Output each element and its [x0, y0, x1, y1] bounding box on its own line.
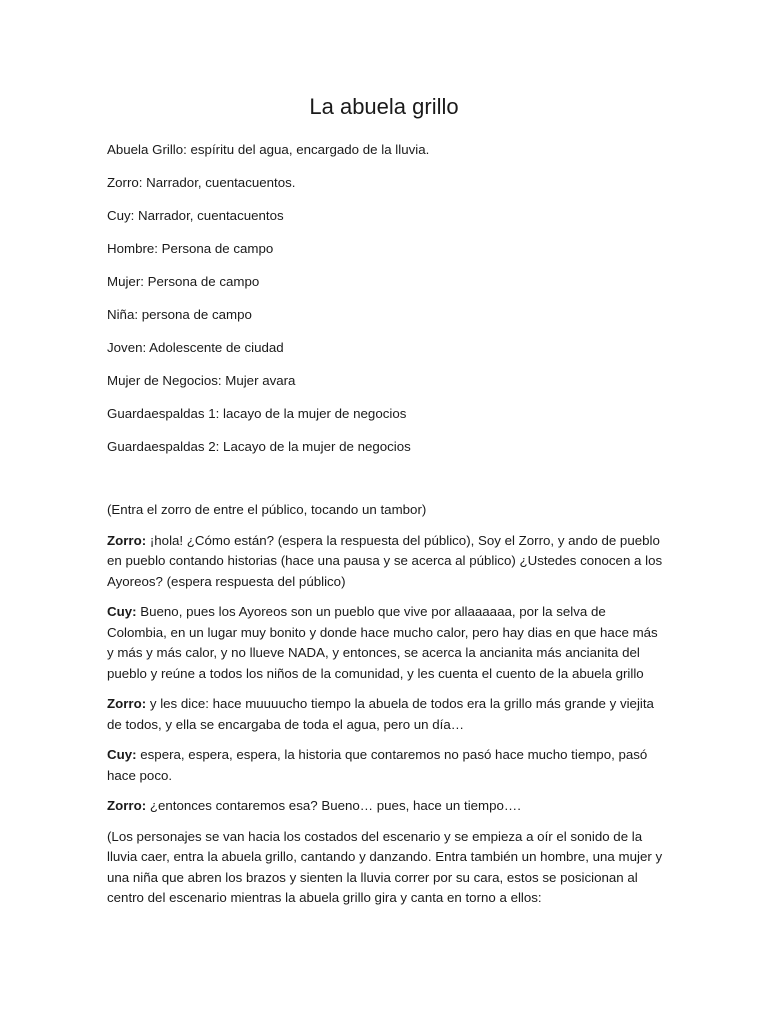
dialogue-text: espera, espera, espera, la historia que contaremos no pasó hace mucho tiempo, pasó hace poco.: [107, 747, 648, 783]
dialogue-line: [107, 602, 667, 684]
dialogue-text: ¿entonces contaremos esa? Bueno… pues, hace un tiempo….: [146, 798, 521, 813]
stage-direction-text: (Los personajes se van hacia los costados del escenario y se empieza a oír el sonido de la lluvia caer, entra la abuela grillo, cantando y danzando. Entra también un hombre, una mujer y una niña que abren los brazos y sienten la lluvia correr por su cara, estos se posicionan al centro del escenario mientras la abuela grillo gira y canta en torno a ellos:: [107, 828, 663, 905]
dialogue-text: Bueno, pues los Ayoreos son un pueblo que vive por allaaaaaa, por la selva de Colombia, en un lugar muy bonito y donde hace mucho calor, pero hay dias en que hace más y más y más calor, y no llueve NADA, y entonces, se acerca la ancianita más ancianita del pueblo y reúne a todos los niños de la comunidad, y les cuenta el cuento de la abuela grillo: [107, 604, 658, 681]
dialogue-line: [107, 745, 667, 786]
cast-item: Mujer de Negocios: Mujer avara: [107, 373, 296, 388]
dialogue-line: [107, 531, 667, 593]
cast-item: Mujer: Persona de campo: [107, 274, 260, 289]
cast-item: Cuy: Narrador, cuentacuentos: [107, 208, 284, 223]
cast-item: Niña: persona de campo: [107, 307, 252, 322]
stage-direction-text: (Entra el zorro de entre el público, tocando un tambor): [107, 502, 427, 517]
script-body: [107, 500, 667, 919]
cast-list: [107, 140, 667, 470]
speaker-name: Cuy:: [107, 747, 137, 762]
speaker-name: Cuy:: [107, 604, 137, 619]
dialogue-text: y les dice: hace muuuucho tiempo la abuela de todos era la grillo más grande y viejita de todos, y ella se encargaba de toda el agua, pero un día…: [107, 696, 654, 732]
cast-item: Zorro: Narrador, cuentacuentos.: [107, 175, 296, 190]
dialogue-line: [107, 694, 667, 735]
speaker-name: Zorro:: [107, 696, 147, 711]
page-title: La abuela grillo: [309, 94, 459, 119]
cast-item: Guardaespaldas 2: Lacayo de la mujer de negocios: [107, 439, 411, 454]
cast-item: Joven: Adolescente de ciudad: [107, 340, 284, 355]
cast-item: Guardaespaldas 1: lacayo de la mujer de negocios: [107, 406, 407, 421]
cast-item: Abuela Grillo: espíritu del agua, encargado de la lluvia.: [107, 142, 430, 157]
speaker-name: Zorro:: [107, 798, 147, 813]
speaker-name: Zorro:: [107, 532, 147, 548]
cast-item: Hombre: Persona de campo: [107, 241, 274, 256]
stage-direction: [107, 827, 667, 909]
dialogue-line: [107, 796, 667, 817]
stage-direction: [107, 500, 667, 521]
dialogue-text: ¡hola! ¿Cómo están? (espera la respuesta del público), Soy el Zorro, y ando de pueblo en pueblo contando historias (hace una pausa y se acerca al público) ¿Ustedes conocen a los Ayoreos? (espera respuesta del público): [107, 532, 663, 589]
